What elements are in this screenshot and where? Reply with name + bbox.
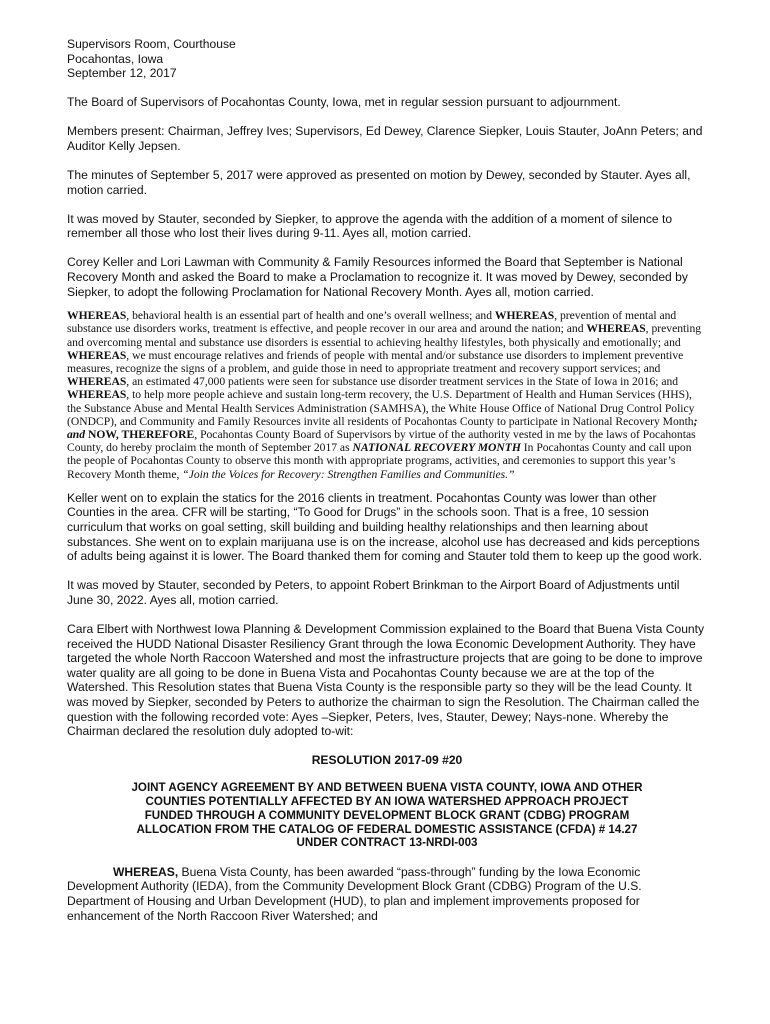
airport-board-paragraph: It was moved by Stauter, seconded by Peters, to appoint Robert Brinkman to the Airport Board of Adjustments until June 30, 2022. Ayes all, motion carried. <box>67 578 680 607</box>
meeting-header <box>67 37 707 81</box>
recovery-month-title: NATIONAL RECOVERY MONTH <box>352 441 521 455</box>
proclamation-text: , preventing and overcoming mental and substance use disorders is essential to achieving healthy lifestyles, both physically and emotionally; and <box>67 322 702 349</box>
document-page <box>67 37 707 923</box>
proclamation-text: , to help more people achieve and sustain long-term recovery, the U.S. Department of Health and Human Services (HHS), the Substance Abuse and Mental Health Services Administration (SAMHSA), the White House Office of National Drug Control Policy (ONDCP), and Community and Family Resources invite all residents of Pocahontas County to participate in National Recovery Month <box>67 388 695 428</box>
resolution-heading-line: ALLOCATION FROM THE CATALOG OF FEDERAL DOMESTIC ASSISTANCE (CFDA) # 14.27 <box>136 822 638 836</box>
minutes-paragraph: The minutes of September 5, 2017 were approved as presented on motion by Dewey, seconded by Stauter. Ayes all, motion carried. <box>67 168 691 197</box>
resolution-heading-line: UNDER CONTRACT 13-NRDI-003 <box>296 836 478 850</box>
whereas-label: WHEREAS <box>67 309 127 323</box>
whereas-label: WHEREAS, <box>113 864 179 879</box>
whereas-label: WHEREAS <box>494 309 555 323</box>
proclamation <box>67 309 707 481</box>
recovery-month-theme: “Join the Voices for Recovery: Strengthen Families and Communities.” <box>182 467 515 481</box>
resolution-title: RESOLUTION 2017-09 #20 <box>311 753 463 768</box>
opening-paragraph: The Board of Supervisors of Pocahontas County, Iowa, met in regular session pursuant to adjournment. <box>67 95 621 110</box>
whereas-label: WHEREAS <box>67 375 127 389</box>
elbert-paragraph: Cara Elbert with Northwest Iowa Planning & Development Commission explained to the Board that Buena Vista County received the HUDD National Disaster Resiliency Grant through the Iowa Economic Development Authority. They have targeted the whole North Raccoon Watershed and most the infrastructure projects that are going to be done to improve water quality are all going to be done in Buena Vista and Pocahontas County because we are at the top of the Watershed. This Resolution states that Buena Vista County is the responsible party so they will be the lead County. It was moved by Siepker, seconded by Peters to authorize the chairman to sign the Resolution. The Chairman called the question with the following recorded vote: Ayes –Siepker, Peters, Ives, Stauter, Dewey; Nays-none. Whereby the Chairman declared the resolution duly adopted to-wit: <box>67 622 705 739</box>
proclamation-text: , we must encourage relatives and friends of people with mental and/or substance use disorders to implement preventive measures, recognize the signs of a problem, and guide those in need to appropriate treatment and recovery support services; and <box>67 348 684 376</box>
whereas-label: WHEREAS <box>67 348 127 362</box>
resolution-heading-line: FUNDED THROUGH A COMMUNITY DEVELOPMENT BLOCK GRANT (CDBG) PROGRAM <box>144 808 630 822</box>
meeting-location: Supervisors Room, Courthouse <box>67 37 236 51</box>
meeting-date: September 12, 2017 <box>67 66 177 81</box>
agenda-paragraph: It was moved by Stauter, seconded by Siepker, to approve the agenda with the addition of a moment of silence to remember all those who lost their lives during 9-11. Ayes all, motion carried. <box>67 211 673 241</box>
proclamation-text: , an estimated 47,000 patients were seen for substance use disorder treatment services in the State of Iowa in 2016; and <box>126 375 679 389</box>
recovery-month-paragraph: Corey Keller and Lori Lawman with Community & Family Resources informed the Board that September is National Recovery Month and asked the Board to make a Proclamation to recognize it. It was moved by Dewey, seconded by Siepker, to adopt the following Proclamation for National Recovery Month. Ayes all, motion carried. <box>67 255 688 299</box>
members-paragraph: Members present: Chairman, Jeffrey Ives; Supervisors, Ed Dewey, Clarence Siepker, Louis Stauter, JoAnn Peters; and Auditor Kelly Jepsen. <box>67 124 703 153</box>
whereas-label: WHEREAS <box>67 388 127 402</box>
resolution-heading-line: JOINT AGENCY AGREEMENT BY AND BETWEEN BUENA VISTA COUNTY, IOWA AND OTHER <box>131 780 643 794</box>
proclamation-text: ; and <box>67 414 698 442</box>
whereas-label: WHEREAS <box>586 322 646 336</box>
now-therefore-label: NOW, THEREFORE <box>87 428 195 442</box>
resolution-heading <box>67 781 707 851</box>
keller-paragraph: Keller went on to explain the statics for the 2016 clients in treatment. Pocahontas County was lower than other Counties in the area. CFR will be starting, “To Good for Drugs” in the schools soon. That is a free, 10 session curriculum that works on goal setting, skill building and building healthy relationships and then learning about substances. She went on to explain marijuana use is on the increase, alcohol use has decreased and kids perceptions of adults being against it is lower. The Board thanked them for coming and Stauter told them to keep up the good work. <box>67 490 703 564</box>
proclamation-text: , behavioral health is an essential part of health and one’s overall wellness; and <box>126 309 495 323</box>
resolution-whereas-text: Buena Vista County, has been awarded “pass-through” funding by the Iowa Economic Development Authority (IEDA), from the Community Development Block Grant (CDBG) Program of the U.S. Department of Housing and Urban Development (HUD), to plan and implement improvements proposed for enhancement of the North Raccoon River Watershed; and <box>67 864 642 923</box>
resolution-whereas-paragraph <box>67 865 707 923</box>
resolution-heading-line: COUNTIES POTENTIALLY AFFECTED BY AN IOWA WATERSHED APPROACH PROJECT <box>145 794 629 808</box>
proclamation-text: , prevention of mental and substance use disorders works, treatment is effective, and people recover in our area and around the nation; and <box>67 309 677 336</box>
proclamation-text: In Pocahontas County and call upon the people of Pocahontas County to observe this month with appropriate programs, activities, and ceremonies to support this year’s Recovery Month theme, <box>67 441 692 481</box>
proclamation-text: , Pocahontas County Board of Supervisors by virtue of the authority vested in me by the laws of Pocahontas County, do hereby proclaim the month of September 2017 as <box>67 428 696 455</box>
meeting-city: Pocahontas, Iowa <box>67 51 164 66</box>
